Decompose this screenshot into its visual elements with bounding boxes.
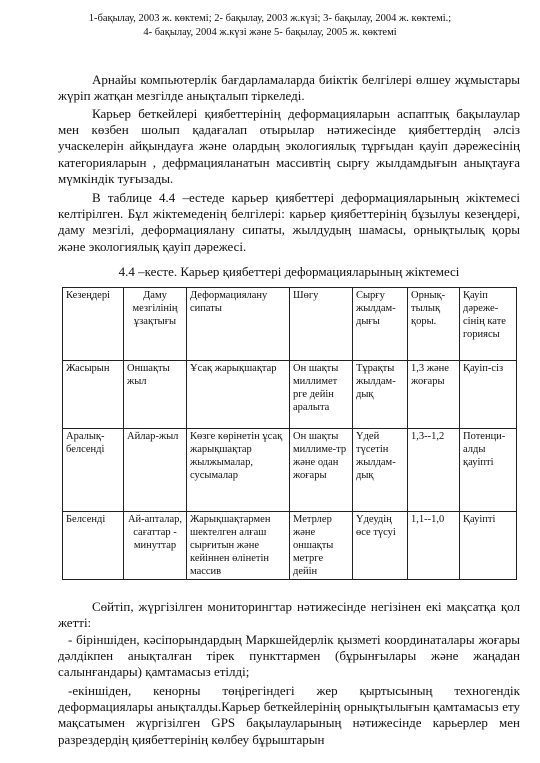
paragraph-4: Сөйтіп, жүргізілген мониторингтар нәтижесінде негізінен екі мақсатқа қол жетті: [58, 599, 520, 631]
table-cell: Аралық-белсенді [63, 429, 124, 512]
header-cell: Орнық-тылық қоры. [408, 288, 460, 361]
table-cell: Үдеудің өсе түсуі [353, 512, 408, 580]
table-cell: Он шақты миллимет рге дейін аралыта [290, 361, 353, 429]
figure-caption-line-2: 4- бақылау, 2004 ж.күзі және 5- бақылау, 2005 ж. көктемі [143, 27, 397, 38]
table-cell: Айлар-жыл [124, 429, 187, 512]
table-row [63, 512, 517, 580]
table-row [63, 429, 517, 512]
table-caption: 4.4 –кесте. Карьер қиябеттері деформацияларының жіктемесі [118, 264, 460, 279]
paragraph-1: Арнайы компьютерлік бағдарламаларда биіктік белгілері өлшеу жұмыстары жүріп жатқан мезгілде анықталып тіркеледі. [58, 72, 520, 104]
table-row [63, 361, 517, 429]
header-cell: Деформациялану сипаты [187, 288, 290, 361]
figure-caption-line-1: 1-бақылау, 2003 ж. көктемі; 2- бақылау, 2003 ж.күзі; 3- бақылау, 2004 ж. көктемі.; [88, 13, 452, 24]
figure-caption [40, 12, 500, 40]
table-cell: Тұрақты жылдам-дық [353, 361, 408, 429]
paragraph-6: -екіншіден, кенорны төңірегіндегі жер қыртысының техногендік деформациялары анықталды.Карьер беткейлерінің орнықтылығын қамтамасыз ету мақсатымен жүргізілген GPS бақылауларының нәтижесінде карьерлер мен разрездердің қиябеттерінің көлбеу бұрыштарын [58, 683, 520, 747]
header-cell: Қауіп дәреже-сінің кате гориясы [460, 288, 517, 361]
table-header-row [63, 288, 517, 361]
table-cell: Көзге көрінетін ұсақ жарықшақтар жылжымалар, сусымалар [187, 429, 290, 512]
table-cell: Қауіпті [460, 512, 517, 580]
header-cell: Даму мезгілінің ұзақтығы [124, 288, 187, 361]
table-cell: Белсенді [63, 512, 124, 580]
table-cell: Потенци-алды қауіпті [460, 429, 517, 512]
table-cell: Он шақты миллиме-тр және одан жоғары [290, 429, 353, 512]
table-cell: Ұсақ жарықшақтар [187, 361, 290, 429]
header-cell: Кезеңдері [63, 288, 124, 361]
table-cell: Қауіп-сіз [460, 361, 517, 429]
table-cell: Ай-апталар, сағаттар - минуттар [124, 512, 187, 580]
table-cell: 1,1--1,0 [408, 512, 460, 580]
header-cell: Шөгу [290, 288, 353, 361]
table-cell: Жарықшақтармен шектелген алғаш сырғитын және кейіннен өлінетін массив [187, 512, 290, 580]
paragraph-3: В таблице 4.4 –естеде карьер қиябеттері деформацияларының жіктемесі келтірілген. Бұл жіктемеденің белгілері: карьер қиябеттерінің бұзылуы кезеңдері, даму мезгілі, деформациялану сипаты, жылдудың шамасы, орнықтылық қоры және экологиялық қауіп дәрежесі. [58, 190, 520, 254]
table-cell: Үдей түсетін жылдам-дық [353, 429, 408, 512]
header-cell: Сырғу жылдам-дығы [353, 288, 408, 361]
table-cell: Метрлер және оншақты метрге дейін [290, 512, 353, 580]
paragraph-2: Карьер беткейлері қиябеттерінің деформацияларын аспаптық бақылаулар мен көзбен шолып қадағалап отырылар нәтижесінде қиябеттердің әлсіз учаскелерін айқындауға және олардың экологиялық тұрғыдан қауіп дәрежесінің категорияларын , дефрмацияланатын массивтің сырғу жылдамдығын анықтауға мүмкіндік туғызады. [58, 106, 520, 186]
table-cell: Жасырын [63, 361, 124, 429]
table-cell: 1,3--1,2 [408, 429, 460, 512]
table-cell: Оншақты жыл [124, 361, 187, 429]
table-cell: 1,3 және жоғары [408, 361, 460, 429]
classification-table [62, 287, 517, 580]
paragraph-5: - біріншіден, кәсіпорындардың Маркшейдерлік қызметі координаталары жоғары дәлдікпен анықталған тірек пункттармен (бұрынғылары және жаңадан салынғандары) қамтамасыз етілді; [58, 632, 520, 680]
